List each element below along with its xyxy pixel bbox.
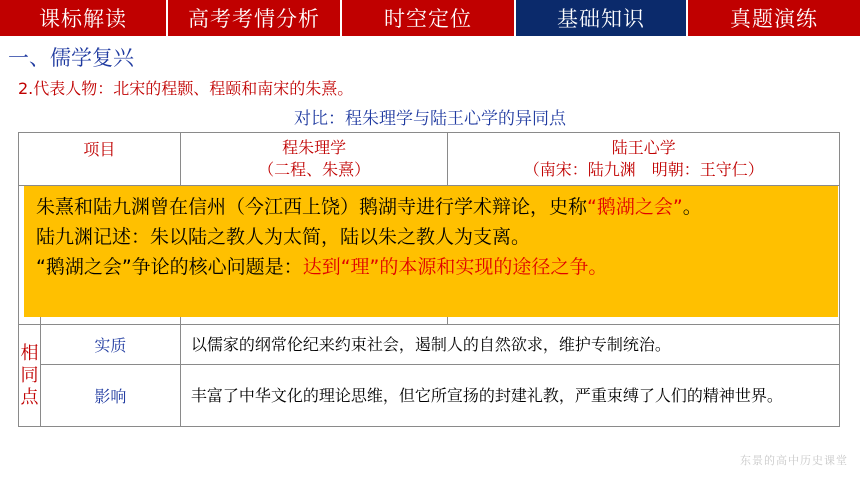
similar-group-label: 相同点	[19, 325, 41, 427]
watermark: 东景的高中历史课堂	[740, 454, 848, 467]
note-line-2: 陆九渊记述：朱以陆之教人为太简，陆以朱之教人为支离。	[36, 226, 531, 248]
row-text-influence: 丰富了中华文化的理论思维，但它所宣扬的封建礼教，严重束缚了人们的精神世界。	[180, 365, 839, 427]
note-line-1	[36, 192, 826, 222]
goose-lake-meeting-note	[24, 186, 838, 317]
tab-timeline[interactable]: 时空定位	[342, 0, 516, 36]
table-row	[19, 325, 840, 365]
tab-basic-knowledge[interactable]: 基础知识	[516, 0, 688, 36]
row-label-influence: 影响	[40, 365, 180, 427]
header-lu-wang	[448, 133, 840, 186]
note-line-1-highlight: “鹅湖之会”	[587, 196, 683, 218]
note-line-3-text: “鹅湖之会”争论的核心问题是：	[36, 256, 303, 278]
header-cheng-zhu	[180, 133, 448, 186]
row-label-essence: 实质	[40, 325, 180, 365]
note-line-3	[36, 252, 826, 282]
nav-bar	[0, 0, 860, 36]
table-row	[19, 365, 840, 427]
table-header-row	[19, 133, 840, 186]
note-line-1-end: 。	[682, 196, 702, 218]
header-item: 项目	[19, 133, 181, 186]
note-line-1-text: 朱熹和陆九渊曾在信州（今江西上饶）鹅湖寺进行学术辩论，史称	[36, 196, 588, 218]
row-text-essence: 以儒家的纲常伦纪来约束社会，遏制人的自然欲求，维护专制统治。	[180, 325, 839, 365]
tab-exam-analysis[interactable]: 高考考情分析	[168, 0, 342, 36]
tab-curriculum[interactable]: 课标解读	[0, 0, 168, 36]
section-title: 一、儒学复兴	[8, 46, 134, 70]
table-caption: 对比：程朱理学与陆王心学的异同点	[294, 109, 566, 129]
header-lu-wang-title: 陆王心学	[611, 138, 676, 157]
header-lu-wang-sub: （南宋：陆九渊 明朝：王守仁）	[523, 160, 764, 179]
header-cheng-zhu-sub: （二程、朱熹）	[258, 160, 371, 179]
tab-past-papers[interactable]: 真题演练	[688, 0, 860, 36]
header-cheng-zhu-title: 程朱理学	[282, 138, 347, 157]
representatives-text: 2.代表人物：北宋的程颢、程颐和南宋的朱熹。	[18, 79, 354, 98]
note-line-3-highlight: 达到“理”的本源和实现的途径之争。	[302, 256, 608, 278]
